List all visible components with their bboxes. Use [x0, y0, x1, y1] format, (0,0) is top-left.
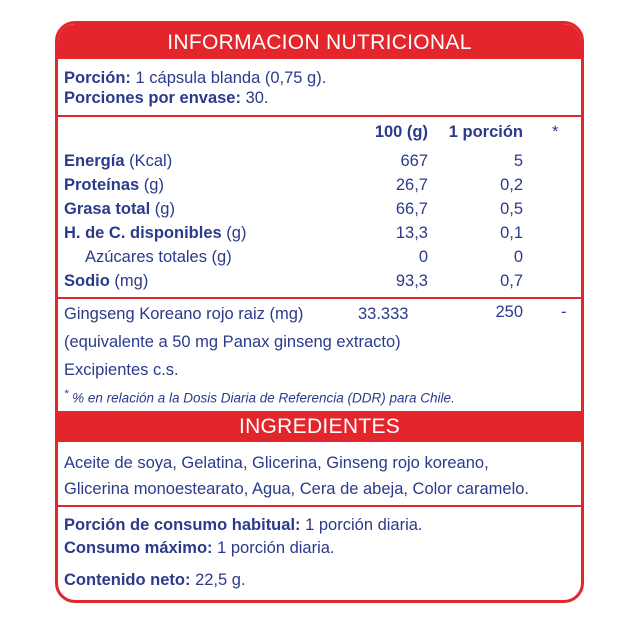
column-header-100g: 100 (g) [374, 123, 428, 141]
divider [58, 297, 581, 299]
nutrient-row-fat: Grasa total (g) [64, 200, 175, 218]
ddr-footnote: * % en relación a la Dosis Diaria de Referencia (DDR) para Chile. [64, 388, 455, 406]
max-consumption-line: Consumo máximo: 1 porción diaria. [64, 539, 335, 557]
habitual-consumption-line: Porción de consumo habitual: 1 porción diaria. [64, 516, 423, 534]
nutrient-protein-portion: 0,2 [500, 176, 523, 194]
nutrient-row-energy: Energía (Kcal) [64, 152, 173, 170]
nutrient-fat-100g: 66,7 [395, 200, 428, 218]
nutrient-sugars-portion: 0 [513, 248, 523, 266]
ginseng-note: (equivalente a 50 mg Panax ginseng extracto) [64, 333, 401, 351]
nutrient-energy-100g: 667 [400, 152, 428, 170]
nutrient-row-sugars: Azúcares totales (g) [85, 248, 232, 266]
nutrient-carbs-portion: 0,1 [500, 224, 523, 242]
nutrition-label [55, 21, 584, 603]
nutrient-row-sodium: Sodio (mg) [64, 272, 149, 290]
ginseng-ddr: - [561, 303, 567, 321]
nutrient-sugars-100g: 0 [418, 248, 428, 266]
excipients: Excipientes c.s. [64, 361, 179, 379]
nutrient-energy-portion: 5 [513, 152, 523, 170]
nutrient-sodium-portion: 0,7 [500, 272, 523, 290]
nutrient-sodium-100g: 93,3 [395, 272, 428, 290]
nutrition-title: INFORMACION NUTRICIONAL [58, 24, 581, 59]
ginseng-100g: 33.333 [358, 305, 409, 323]
nutrient-protein-100g: 26,7 [395, 176, 428, 194]
divider [58, 115, 581, 117]
nutrient-row-carbs: H. de C. disponibles (g) [64, 224, 247, 242]
nutrient-row-protein: Proteínas (g) [64, 176, 164, 194]
nutrient-fat-portion: 0,5 [500, 200, 523, 218]
ginseng-portion: 250 [495, 303, 523, 321]
column-header-ddr: * [552, 123, 559, 141]
ingredients-line-2: Glicerina monoestearato, Agua, Cera de abeja, Color caramelo. [64, 480, 530, 498]
divider [58, 505, 581, 507]
net-content-line: Contenido neto: 22,5 g. [64, 571, 246, 589]
ingredients-line-1: Aceite de soya, Gelatina, Glicerina, Ginseng rojo koreano, [64, 454, 489, 472]
ingredients-title: INGREDIENTES [58, 411, 581, 442]
ginseng-label: Gingseng Koreano rojo raiz (mg) [64, 305, 304, 323]
column-header-portion: 1 porción [448, 123, 523, 141]
nutrient-carbs-100g: 13,3 [395, 224, 428, 242]
portion-line: Porción: 1 cápsula blanda (0,75 g). [64, 69, 327, 87]
portions-per-container-line: Porciones por envase: 30. [64, 89, 269, 107]
